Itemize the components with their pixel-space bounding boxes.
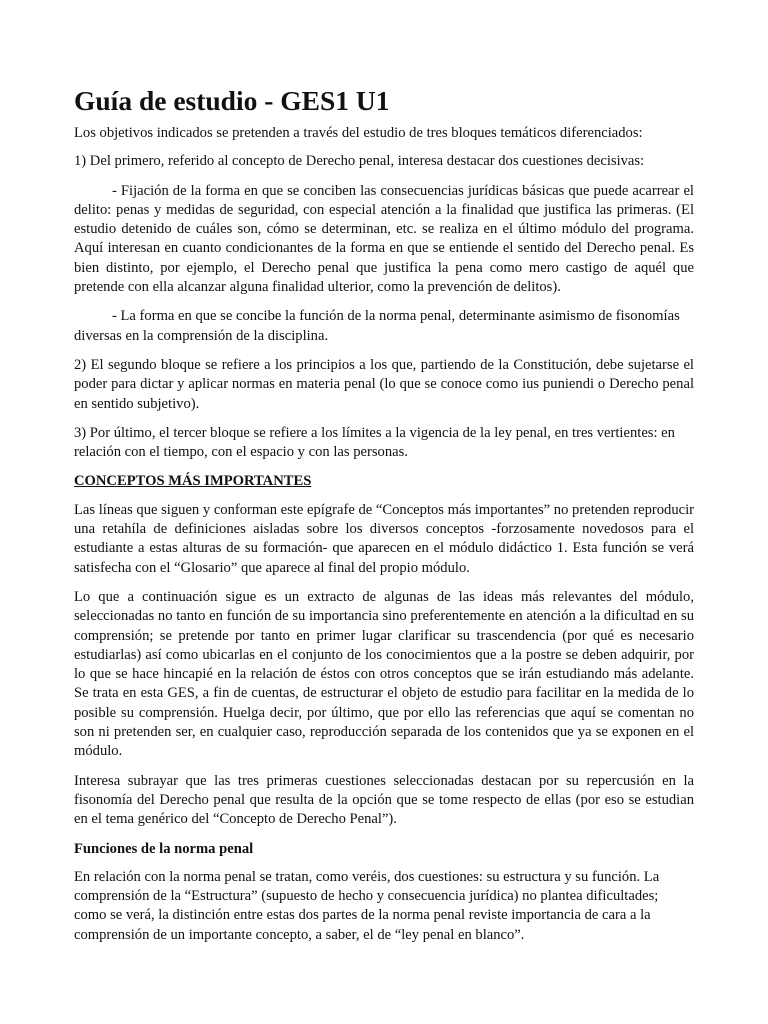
document-title: Guía de estudio - GES1 U1 xyxy=(74,85,390,116)
item-3-paragraph: 3) Por último, el tercer bloque se refiere a los límites a la vigencia de la ley penal, en tres vertientes: en relación con el tiempo, con el espacio y con las personas. xyxy=(74,424,675,461)
section-paragraph-2: Lo que a continuación sigue es un extracto de algunas de las ideas más relevantes del módulo, seleccionadas no tanto en función de su importancia sino preferentemente en atención a la dificultad en su comprensión; se pretende por tanto en primer lugar clarificar su trascendencia (por qué es necesario estudiarlas) así como ubicarlas en el conjunto de los conocimientos que a la postre se deben adquirir, por lo que se hace hincapié en la relación de éstos con otros conceptos que se irán estudiando más adelante. Se trata en esta GES, a fin de cuentas, de estructurar el objeto de estudio para facilitar en la medida de lo posible su comprensión. Huelga decir, por último, que por ello las referencias que aquí se comentan no son ni pretenden ser, en cualquier caso, reproducción separada de los contenidos que ya se exponen en el módulo. xyxy=(74,588,694,760)
section-paragraph-3: Interesa subrayar que las tres primeras cuestiones seleccionadas destacan por su repercusión en la fisonomía del Derecho penal que resulta de la opción que se tome respecto de ellas (por eso se estudian en el tema genérico del “Concepto de Derecho Penal”). xyxy=(74,772,694,828)
subsection-heading: Funciones de la norma penal xyxy=(74,840,254,857)
item-2-paragraph: 2) El segundo bloque se refiere a los principios a los que, partiendo de la Constitución, debe sujetarse el poder para dictar y aplicar normas en materia penal (lo que se conoce como ius puniendi o Derecho penal en sentido subjetivo). xyxy=(74,356,694,412)
section-heading: CONCEPTOS MÁS IMPORTANTES xyxy=(74,473,312,490)
intro-paragraph: Los objetivos indicados se pretenden a través del estudio de tres bloques temáticos diferenciados: xyxy=(74,125,643,141)
item-1-paragraph: 1) Del primero, referido al concepto de Derecho penal, interesa destacar dos cuestiones decisivas: xyxy=(74,153,645,170)
document-page xyxy=(74,86,694,955)
section-paragraph-1: Las líneas que siguen y conforman este epígrafe de “Conceptos más importantes” no pretenden reproducir una retahíla de definiciones aisladas sobre los diversos conceptos -forzosamente novedosos para el estudiante a estas alturas de su formación- que aparecen en el módulo didáctico 1. Esta función se verá satisfecha con el “Glosario” que aparece al final del propio módulo. xyxy=(74,501,695,576)
subsection-paragraph-1: En relación con la norma penal se tratan, como veréis, dos cuestiones: su estructura y su función. La comprensión de la “Estructura” (supuesto de hecho y consecuencia jurídica) no plantea dificultades; como se verá, la distinción entre estas dos partes de la norma penal reviste importancia de cara a la comprensión de un importante concepto, a saber, el de “ley penal en blanco”. xyxy=(74,868,660,943)
item-1-sub-2-paragraph: - La forma en que se concibe la función de la norma penal, determinante asimismo de fisonomías diversas en la comprensión de la disciplina. xyxy=(74,308,680,344)
item-1-sub-1-paragraph: - Fijación de la forma en que se conciben las consecuencias jurídicas básicas que puede acarrear el delito: penas y medidas de seguridad, con especial atención a la finalidad que justifica las primeras. (El estudio detenido de cuáles son, cómo se determinan, etc. se realiza en el último módulo del programa. Aquí interesan en cuanto condicionantes de la forma en que se entiende el sentido del Derecho penal. Es bien distinto, por ejemplo, el Derecho penal que justifica la pena como mero castigo de aquél que pretende con ella alcanzar alguna finalidad ulterior, como la prevención de delitos). xyxy=(74,182,694,296)
